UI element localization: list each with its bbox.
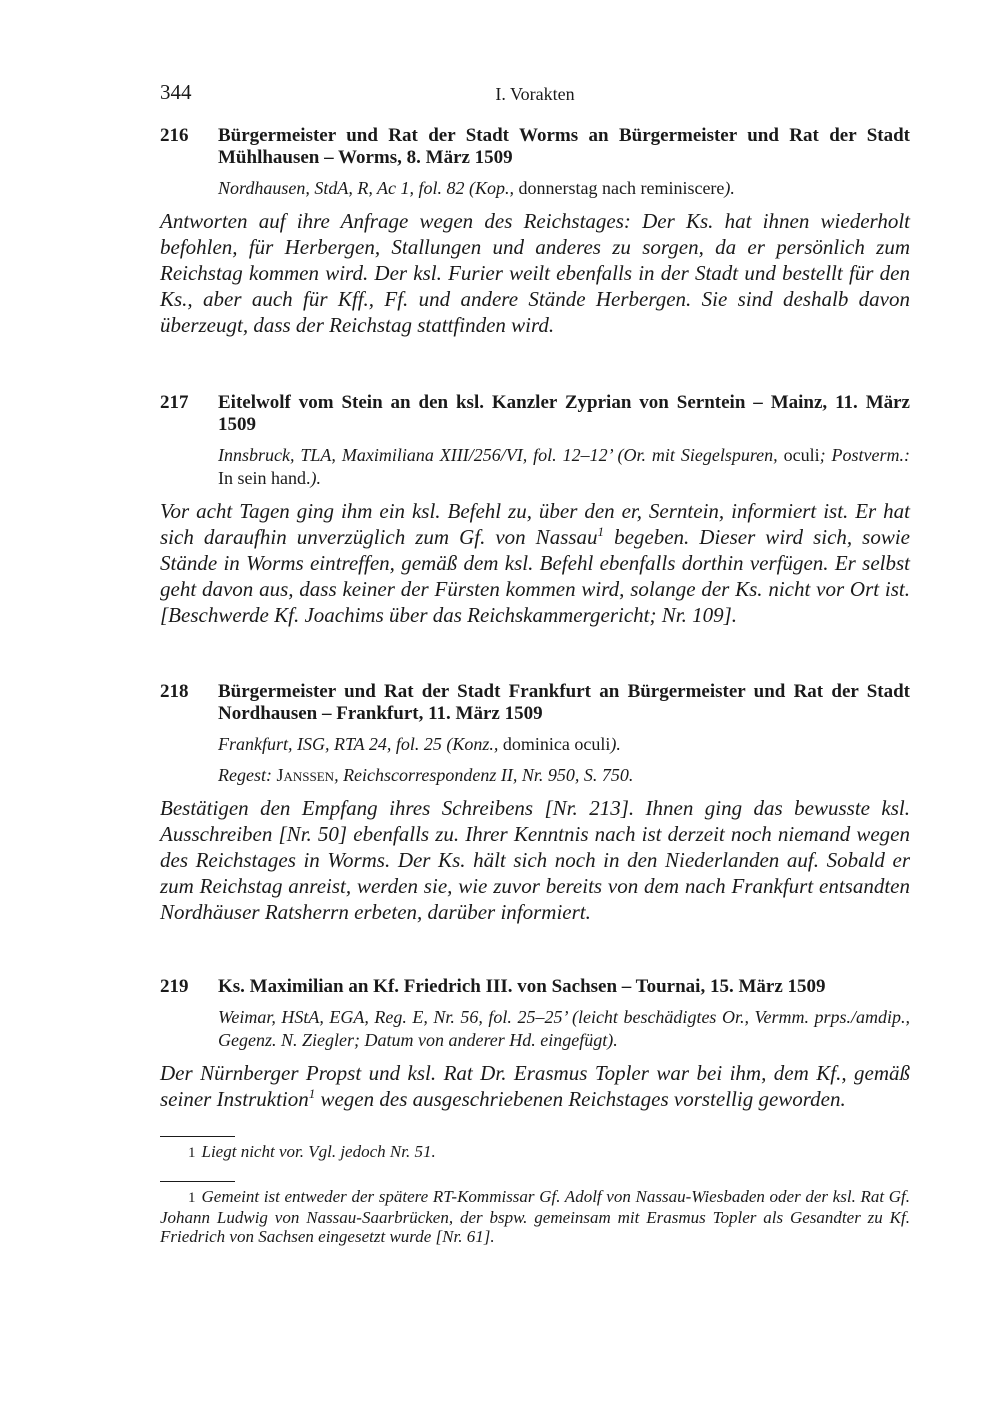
entry-216 xyxy=(160,125,910,338)
entry-number: 216 xyxy=(160,125,189,146)
entry-heading xyxy=(160,976,910,998)
entry-source: Weimar, HStA, EGA, Reg. E, Nr. 56, fol. 25–25’ (leicht beschädigtes Or., Vermm. prps./amdip., Gegenz. N. Ziegler; Datum von anderer Hd. eingefügt). xyxy=(218,1007,910,1050)
page-number: 344 xyxy=(160,80,192,104)
entry-summary: Der Nürnberger Propst und ksl. Rat Dr. Erasmus Topler war bei ihm, dem Kf., gemäß seiner Instruktion$^1$ wegen des ausgeschriebenen Reichstages vorstellig geworden. xyxy=(160,1061,910,1111)
regest-author: Janssen xyxy=(276,765,335,785)
footnote-text: Liegt nicht vor. Vgl. jedoch Nr. 51. xyxy=(201,1142,436,1161)
footnote-rule xyxy=(160,1181,235,1182)
footnote-text: Gemeint ist entweder der spätere RT-Kommissar Gf. Adolf von Nassau-Wiesbaden oder der ksl. Rat Gf. Johann Ludwig von Nassau-Saarbrücken, der bspw. gemeinsam mit Erasmus Topler als Gesandter zu Kf. Friedrich von Sachsen eingesetzt wurde [Nr. 61]. xyxy=(160,1187,910,1246)
entry-title: Ks. Maximilian an Kf. Friedrich III. von Sachsen – Tournai, 15. März 1509 xyxy=(218,976,826,997)
running-head xyxy=(160,80,910,108)
entry-heading xyxy=(160,681,910,725)
entry-217 xyxy=(160,392,910,628)
entry-heading xyxy=(160,125,910,169)
entry-source: Innsbruck, TLA, Maximiliana XIII/256/VI, fol. 12–12’ (Or. mit Siegelspuren, oculi; Postverm.: In sein hand.). xyxy=(218,445,910,488)
entry-heading xyxy=(160,392,910,436)
entry-title: Eitelwolf vom Stein an den ksl. Kanzler Zyprian von Serntein – Mainz, 11. März 1509 xyxy=(218,392,910,435)
entry-219 xyxy=(160,976,910,1112)
footnote xyxy=(160,1187,910,1246)
entry-source: Frankfurt, ISG, RTA 24, fol. 25 (Konz., dominica oculi). xyxy=(218,734,621,754)
entry-number: 219 xyxy=(160,976,189,997)
section-title: I. Vorakten xyxy=(495,84,575,104)
footnote xyxy=(160,1142,910,1163)
entry-summary: Antworten auf ihre Anfrage wegen des Reichstages: Der Ks. hat ihnen wiederholt befohlen, für Herbergen, Stallungen und anderes zu sorgen, da er persönlich zum Reichstag kommen wird. Der ksl. Furier weilt ebenfalls in der Stadt und bestellt für den Ks., aber auch für Kff., Ff. und andere Stände Herbergen. Sie sind deshalb davon überzeugt, dass der Reichstag stattfinden wird. xyxy=(160,209,910,337)
entry-title: Bürgermeister und Rat der Stadt Frankfurt an Bürgermeister und Rat der Stadt Nordhausen – Frankfurt, 11. März 1509 xyxy=(218,681,910,724)
entry-number: 218 xyxy=(160,681,189,702)
footnote-reference[interactable]: 1 xyxy=(308,1086,316,1101)
footnote-rule xyxy=(160,1136,235,1137)
entry-summary: Bestätigen den Empfang ihres Schreibens [Nr. 213]. Ihnen ging das bewusste ksl. Ausschreiben [Nr. 50] ebenfalls zu. Ihrer Kenntnis nach ist derzeit noch niemand wegen des Reichstages in Worms. Der Ks. hält sich noch in den Niederlanden auf. Sobald er zum Reichstag anreist, werden sie, wie zuvor bereits von dem nach Frankfurt entsandten Nordhäuser Ratsherrn erbeten, darüber informiert. xyxy=(160,796,910,924)
entry-summary: Vor acht Tagen ging ihm ein ksl. Befehl zu, über den er, Serntein, informiert ist. Er hat sich daraufhin unverzüglich zum Gf. von Nassau$^1$ begeben. Dieser wird sich, sowie Stände in Worms eintreffen, gemäß dem ksl. Befehl ebenfalls dorthin verfügen. Er selbst geht davon aus, dass keiner der Fürsten kommen wird, solange der Ks. nicht vor Ort ist. [Beschwerde Kf. Joachims über das Reichskammergericht; Nr. 109]. xyxy=(160,499,910,627)
entry-218 xyxy=(160,681,910,925)
footnote-mark: 1 xyxy=(188,1190,196,1206)
entry-regest: Regest: Janssen, Reichscorrespondenz II, Nr. 950, S. 750. xyxy=(218,765,634,785)
entry-source: Nordhausen, StdA, R, Ac 1, fol. 82 (Kop., donnerstag nach reminiscere). xyxy=(218,178,735,198)
footnote-mark: 1 xyxy=(188,1145,196,1161)
entry-title: Bürgermeister und Rat der Stadt Worms an Bürgermeister und Rat der Stadt Mühlhausen – Worms, 8. März 1509 xyxy=(218,125,910,168)
entry-number: 217 xyxy=(160,392,189,413)
footnote-reference[interactable]: 1 xyxy=(597,524,605,539)
